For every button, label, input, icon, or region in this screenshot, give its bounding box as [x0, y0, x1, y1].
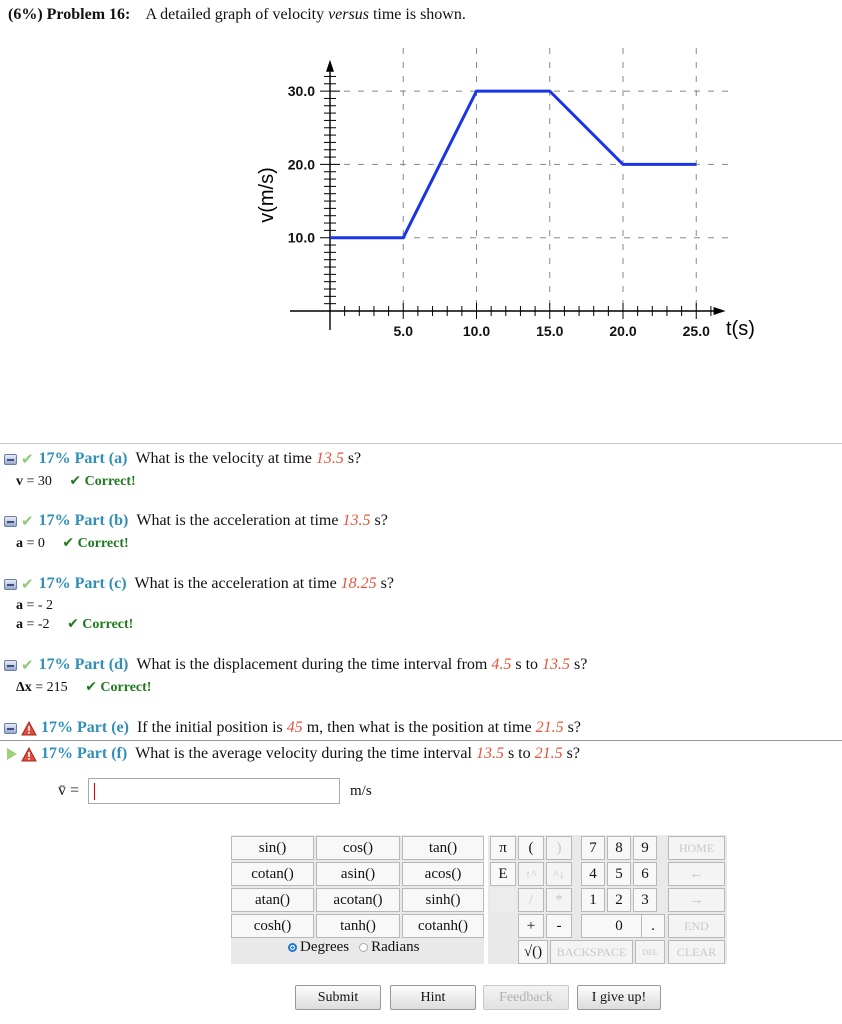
axes: [287, 60, 726, 330]
expand-icon[interactable]: [7, 748, 17, 760]
collapse-icon[interactable]: [4, 579, 17, 590]
key-superscript-down[interactable]: ^↓: [546, 862, 572, 886]
key-acotan[interactable]: acotan(): [316, 888, 400, 912]
warning-icon: [21, 747, 37, 762]
separator: [0, 740, 842, 741]
math-keypad: [231, 835, 727, 964]
check-icon: ✔: [21, 575, 34, 593]
key-acos[interactable]: acos(): [402, 862, 484, 886]
degrees-radio[interactable]: [288, 943, 297, 952]
velocity-time-graph: [0, 0, 842, 400]
key-4[interactable]: 4: [581, 862, 605, 886]
key-superscript-up[interactable]: ↑^: [518, 862, 544, 886]
x-tick-label: 10.0: [462, 323, 491, 339]
key-blank: [490, 888, 516, 912]
x-axis-arrow: [714, 307, 726, 315]
key-6[interactable]: 6: [633, 862, 657, 886]
tick-labels: [288, 83, 710, 339]
key-8[interactable]: 8: [607, 836, 631, 860]
text-cursor: [94, 783, 95, 800]
key-sqrt[interactable]: √(): [518, 940, 548, 964]
key-cotan[interactable]: cotan(): [231, 862, 314, 886]
part-a-row[interactable]: [4, 450, 361, 468]
part-f-percent: 17%: [41, 745, 73, 762]
angle-mode-toggle[interactable]: [288, 939, 419, 956]
problem-text: A detailed graph of velocity: [145, 6, 325, 23]
part-b-question: What is the acceleration at time 13.5 s?: [136, 512, 388, 529]
part-d-percent: 17%: [38, 656, 71, 673]
part-b-row[interactable]: [4, 512, 388, 530]
part-a-question: What is the velocity at time 13.5 s?: [135, 450, 362, 467]
key-cotanh[interactable]: cotanh(): [402, 914, 484, 938]
part-c-previous-answer: a = - 2: [16, 598, 54, 613]
key-home[interactable]: HOME: [668, 836, 725, 860]
part-b-label: Part (b): [74, 512, 129, 529]
grid-lines: [330, 48, 730, 311]
key-backspace[interactable]: BACKSPACE: [550, 940, 633, 964]
degrees-label: Degrees: [300, 939, 350, 955]
problem-text-end: time is shown.: [372, 6, 466, 23]
y-axis-arrow: [326, 60, 334, 72]
x-axis-label: t(s): [726, 318, 755, 340]
key-sin[interactable]: sin(): [231, 836, 314, 860]
part-d-label: Part (d): [74, 656, 129, 673]
part-e-percent: 17%: [41, 719, 73, 736]
part-f-question: What is the average velocity during the time interval 13.5 s to 21.5 s?: [135, 745, 580, 762]
radians-radio[interactable]: [359, 943, 368, 952]
separator: [0, 443, 842, 444]
submit-button[interactable]: Submit: [295, 985, 381, 1010]
check-icon: ✔: [21, 656, 34, 674]
key-decimal[interactable]: .: [641, 914, 665, 938]
key-close-paren[interactable]: ): [546, 836, 572, 860]
give-up-button[interactable]: I give up!: [577, 985, 661, 1010]
correct-badge: ✔ Correct!: [62, 535, 129, 551]
part-b-answer: a = 0 ✔ Correct!: [16, 535, 129, 551]
key-divide[interactable]: /: [518, 888, 544, 912]
part-f-label: Part (f): [77, 745, 128, 762]
part-c-answer: a = -2 ✔ Correct!: [16, 616, 134, 632]
key-2[interactable]: 2: [607, 888, 631, 912]
key-left-arrow[interactable]: ←: [668, 862, 725, 886]
feedback-button[interactable]: Feedback: [483, 985, 569, 1010]
collapse-icon[interactable]: [4, 516, 17, 527]
key-delete[interactable]: DEL: [635, 940, 665, 964]
y-tick-label: 10.0: [287, 229, 315, 246]
key-7[interactable]: 7: [581, 836, 605, 860]
check-icon: ✔: [21, 450, 34, 468]
problem-text-versus: versus: [328, 6, 369, 23]
key-tanh[interactable]: tanh(): [316, 914, 400, 938]
answer-input[interactable]: [88, 778, 340, 804]
part-c-question: What is the acceleration at time 18.25 s?: [134, 575, 394, 592]
key-multiply[interactable]: *: [546, 888, 572, 912]
key-tan[interactable]: tan(): [402, 836, 484, 860]
part-e-question: If the initial position is 45 m, then what is the position at time 21.5 s?: [136, 719, 581, 736]
part-e-row[interactable]: [4, 719, 581, 737]
part-d-answer: Δx = 215 ✔ Correct!: [16, 679, 152, 695]
y-tick-label: 20.0: [287, 156, 315, 173]
key-3[interactable]: 3: [633, 888, 657, 912]
x-tick-label: 25.0: [682, 323, 710, 339]
key-cos[interactable]: cos(): [316, 836, 400, 860]
ticks: [320, 76, 711, 319]
key-cosh[interactable]: cosh(): [231, 914, 314, 938]
collapse-icon[interactable]: [4, 660, 17, 671]
problem-percent: (6%): [8, 6, 43, 23]
key-plus[interactable]: +: [518, 914, 544, 938]
correct-badge: ✔ Correct!: [67, 616, 134, 632]
key-pi[interactable]: π: [490, 836, 516, 860]
part-c-row[interactable]: [4, 575, 394, 593]
key-asin[interactable]: asin(): [316, 862, 400, 886]
key-1[interactable]: 1: [581, 888, 605, 912]
key-e[interactable]: E: [490, 862, 516, 886]
x-tick-label: 20.0: [609, 323, 637, 339]
part-c-percent: 17%: [38, 575, 71, 592]
key-0[interactable]: 0: [581, 914, 657, 938]
warning-icon: [21, 721, 37, 736]
x-tick-label: 15.0: [536, 323, 564, 339]
problem-number: Problem 16:: [46, 6, 131, 23]
y-tick-label: 30.0: [287, 83, 315, 100]
key-9[interactable]: 9: [633, 836, 657, 860]
collapse-icon[interactable]: [4, 454, 17, 465]
correct-badge: ✔ Correct!: [85, 679, 152, 695]
hint-button[interactable]: Hint: [390, 985, 476, 1010]
part-d-question: What is the displacement during the time interval from 4.5 s to 13.5 s?: [136, 656, 588, 673]
radians-label: Radians: [371, 939, 420, 955]
key-end[interactable]: END: [668, 914, 725, 938]
key-sinh[interactable]: sinh(): [402, 888, 484, 912]
collapse-icon[interactable]: [4, 723, 17, 734]
part-b-percent: 17%: [38, 512, 71, 529]
answer-variable-label: v̄ =: [58, 782, 80, 799]
correct-badge: ✔ Correct!: [69, 473, 136, 489]
part-a-label: Part (a): [74, 450, 128, 467]
check-icon: ✔: [21, 512, 34, 530]
part-a-percent: 17%: [38, 450, 71, 467]
x-tick-label: 5.0: [393, 323, 413, 339]
part-d-row[interactable]: [4, 656, 587, 674]
key-atan[interactable]: atan(): [231, 888, 314, 912]
part-f-row[interactable]: [4, 745, 580, 763]
key-right-arrow[interactable]: →: [668, 888, 725, 912]
part-c-label: Part (c): [74, 575, 127, 592]
key-minus[interactable]: -: [546, 914, 572, 938]
answer-units: m/s: [350, 783, 372, 799]
part-a-answer: v = 30 ✔ Correct!: [16, 473, 136, 489]
key-clear[interactable]: CLEAR: [668, 940, 725, 964]
y-axis-label: v(m/s): [256, 167, 278, 223]
key-open-paren[interactable]: (: [518, 836, 544, 860]
part-e-label: Part (e): [77, 719, 129, 736]
key-5[interactable]: 5: [607, 862, 631, 886]
